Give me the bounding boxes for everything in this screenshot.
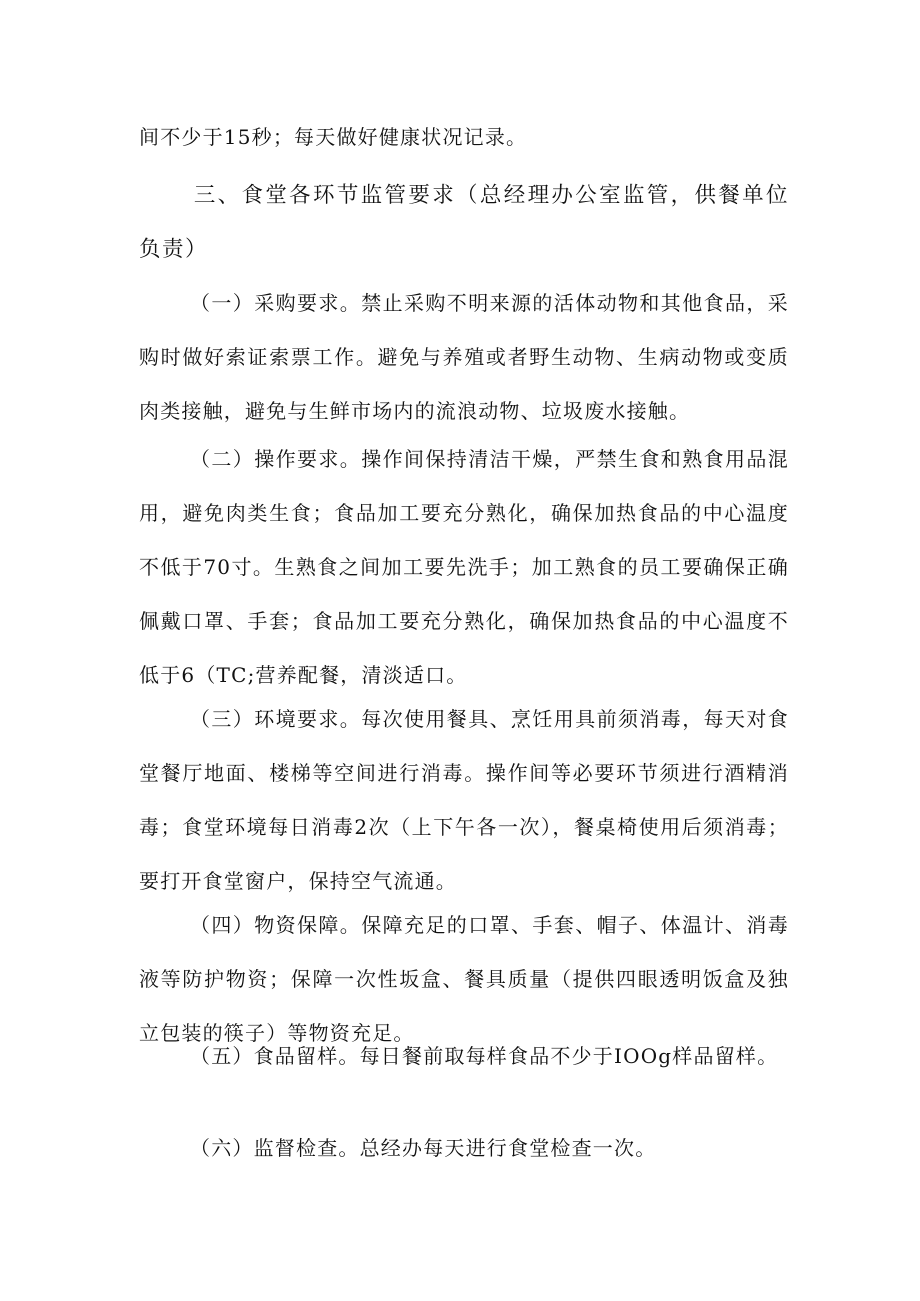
section-heading-canteen-requirements: 三、食堂各环节监管要求（总经理办公室监管，供餐单位负责） bbox=[139, 183, 789, 262]
paragraph-supervision-inspection: （六）监督检查。总经办每天进行食堂检查一次。 bbox=[190, 1136, 657, 1160]
paragraph-continuation: 间不少于15秒；每天做好健康状况记录。 bbox=[139, 125, 528, 149]
paragraph-purchasing-requirements: （一）采购要求。禁止采购不明来源的活体动物和其他食品，采购时做好索证索票工作。避免与养殖或者野生动物、生病动物或变质肉类接触，避免与生鲜市场内的流浪动物、垃圾废水接触。 bbox=[139, 291, 789, 423]
paragraph-supplies-guarantee: （四）物资保障。保障充足的口罩、手套、帽子、体温计、消毒液等防护物资；保障一次性坂盒、餐具质量（提供四眼透明饭盒及独立包装的筷子）等物资充足。 bbox=[139, 913, 789, 1045]
paragraph-environment-requirements: （三）环境要求。每次使用餐具、烹饪用具前须消毒，每天对食堂餐厅地面、楼梯等空间进行消毒。操作间等必要环节须进行酒精消毒；食堂环境每日消毒2次（上下午各一次），餐桌椅使用后须消毒；要打开食堂窗户，保持空气流通。 bbox=[139, 707, 789, 893]
paragraph-operation-requirements: （二）操作要求。操作间保持清洁干燥，严禁生食和熟食用品混用，避免肉类生食；食品加工要充分熟化，确保加热食品的中心温度不低于70寸。生熟食之间加工要先洗手；加工熟食的员工要确保正确佩戴口罩、手套；食品加工要充分熟化，确保加热食品的中心温度不低于6（TC;营养配餐，清淡适口。 bbox=[139, 447, 789, 687]
paragraph-food-sampling: （五）食品留样。每日餐前取每样食品不少于IOOg样品留样。 bbox=[190, 1044, 779, 1068]
